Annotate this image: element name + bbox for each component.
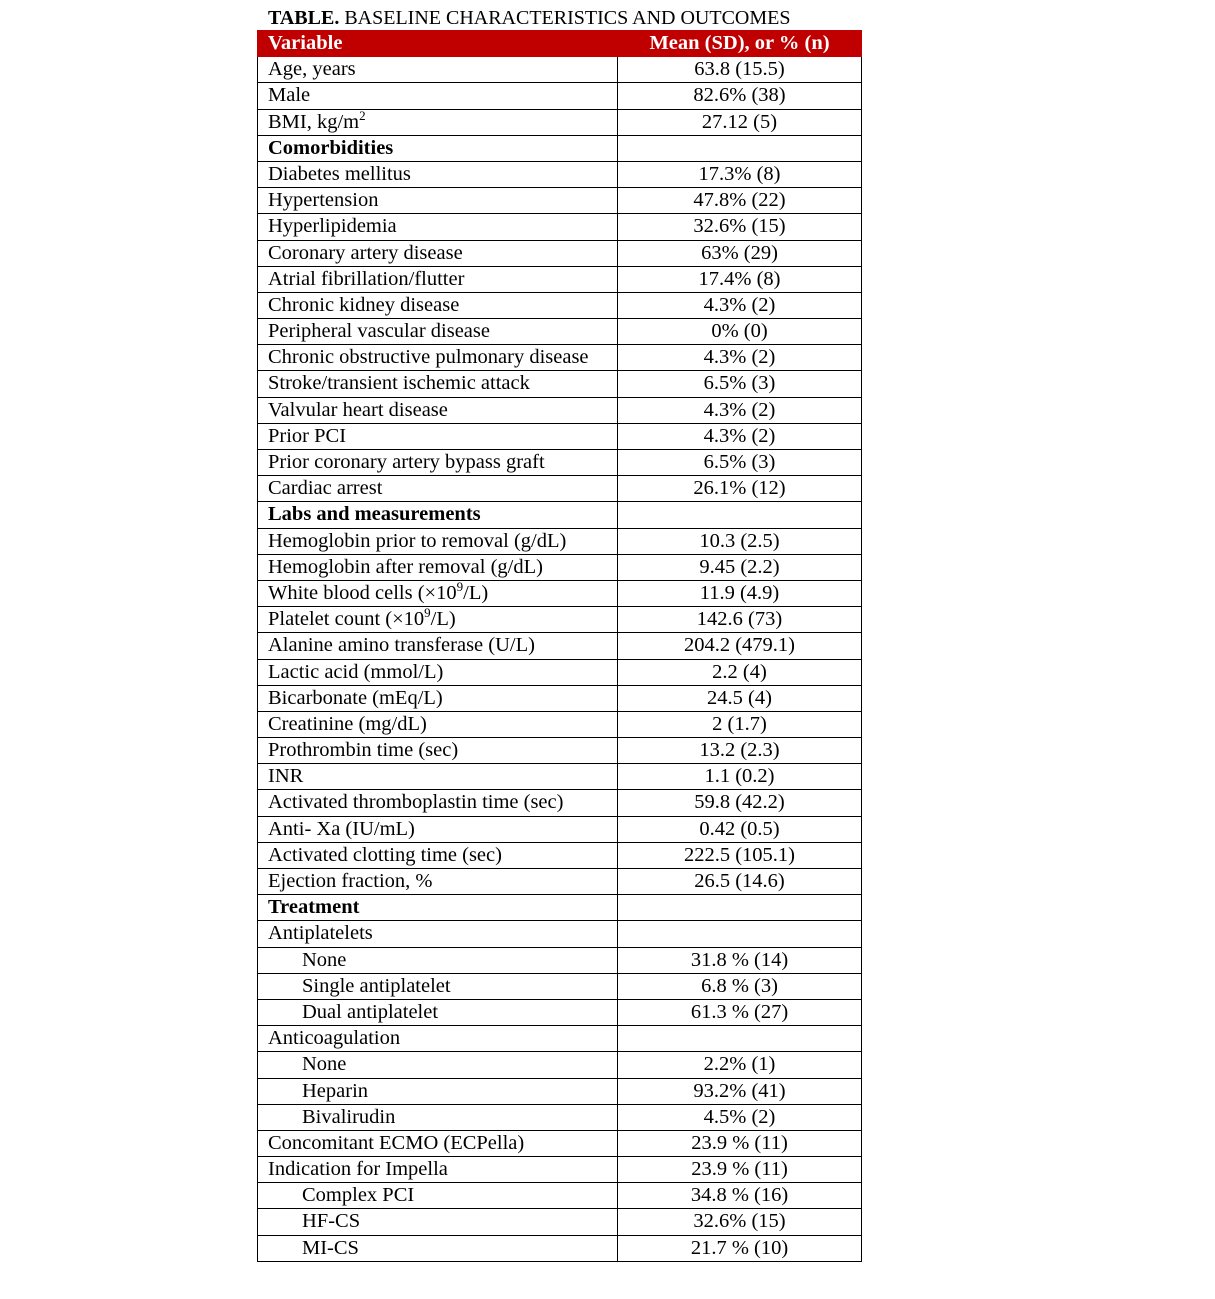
table-row [258,1104,862,1130]
variable-label: Complex PCI [302,1184,415,1207]
variable-label: HF-CS [302,1210,361,1233]
variable-cell [258,1183,618,1209]
variable-cell [258,947,618,973]
variable-label: Creatinine (mg/dL) [268,712,427,735]
variable-superscript: 9 [424,605,431,621]
variable-cell [258,973,618,999]
variable-label: Age, years [268,58,356,81]
variable-cell [258,1209,618,1235]
value-cell: 63% (29) [618,240,862,266]
variable-superscript: 9 [456,579,464,595]
variable-cell [258,869,618,895]
value-cell: 17.3% (8) [618,161,862,187]
table-row [258,292,862,318]
table-row [258,240,862,266]
value-cell: 82.6% (38) [618,83,862,109]
table-row [258,1183,862,1209]
variable-cell [258,266,618,292]
variable-label: Activated clotting time (sec) [268,843,502,866]
value-cell: 63.8 (15.5) [618,57,862,83]
table-row [258,973,862,999]
variable-cell [258,319,618,345]
variable-label: None [302,1053,347,1076]
section-row [258,895,862,921]
value-cell: 13.2 (2.3) [618,738,862,764]
baseline-characteristics-table [257,30,862,1262]
table-row [258,1235,862,1261]
table-row [258,266,862,292]
table-row [258,633,862,659]
value-cell: 0% (0) [618,319,862,345]
value-cell: 32.6% (15) [618,1209,862,1235]
variable-label: Hemoglobin prior to removal (g/dL) [268,529,567,552]
table-row [258,397,862,423]
value-cell: 4.3% (2) [618,345,862,371]
variable-cell [258,764,618,790]
variable-cell [258,1078,618,1104]
variable-cell [258,895,618,921]
variable-cell [258,476,618,502]
value-cell [618,135,862,161]
variable-label: Coronary artery disease [268,241,463,264]
value-cell: 27.12 (5) [618,109,862,135]
table-row [258,345,862,371]
value-cell: 24.5 (4) [618,685,862,711]
variable-label: Peripheral vascular disease [268,320,490,343]
value-cell: 47.8% (22) [618,188,862,214]
variable-cell [258,1104,618,1130]
table-row [258,161,862,187]
table-row [258,764,862,790]
header-variable: Variable [258,31,618,57]
value-cell: 31.8 % (14) [618,947,862,973]
value-cell [618,895,862,921]
variable-cell [258,633,618,659]
variable-label: Bicarbonate (mEq/L) [268,686,443,709]
table-row [258,842,862,868]
variable-label: Concomitant ECMO (ECPella) [268,1131,525,1154]
table-row [258,816,862,842]
variable-label: Valvular heart disease [268,398,448,421]
variable-cell [258,790,618,816]
table-row [258,711,862,737]
variable-cell [258,1052,618,1078]
variable-label: Anticoagulation [268,1027,401,1050]
variable-cell [258,842,618,868]
variable-cell [258,659,618,685]
variable-cell [258,999,618,1025]
table-caption [268,6,790,30]
table-row [258,1130,862,1156]
variable-cell [258,292,618,318]
variable-label: Male [268,84,311,107]
table-row [258,528,862,554]
variable-label: Chronic kidney disease [268,293,460,316]
value-cell: 2.2 (4) [618,659,862,685]
variable-label: Cardiac arrest [268,477,383,500]
value-cell: 2.2% (1) [618,1052,862,1078]
variable-label: Bivalirudin [302,1105,396,1128]
variable-label: Prothrombin time (sec) [268,739,459,762]
table-row [258,57,862,83]
value-cell [618,921,862,947]
value-cell: 34.8 % (16) [618,1183,862,1209]
variable-cell [258,502,618,528]
variable-label: Alanine amino transferase (U/L) [268,634,535,657]
variable-label: INR [268,765,304,788]
value-cell: 26.1% (12) [618,476,862,502]
value-cell: 10.3 (2.5) [618,528,862,554]
variable-cell [258,580,618,606]
variable-label: Lactic acid (mmol/L) [268,660,444,683]
variable-cell [258,109,618,135]
value-cell: 6.5% (3) [618,371,862,397]
variable-label: Platelet count (×10 [268,608,425,631]
value-cell: 9.45 (2.2) [618,554,862,580]
value-cell [618,1026,862,1052]
variable-cell [258,607,618,633]
variable-label: Chronic obstructive pulmonary disease [268,346,589,369]
table-row [258,580,862,606]
table-row [258,371,862,397]
table-caption-text: BASELINE CHARACTERISTICS AND OUTCOMES [339,7,791,29]
variable-label: Activated thromboplastin time (sec) [268,791,564,814]
variable-cell [258,554,618,580]
variable-cell [258,423,618,449]
variable-cell [258,83,618,109]
variable-cell [258,1130,618,1156]
variable-cell [258,528,618,554]
variable-label: Comorbidities [268,136,394,159]
table-row [258,999,862,1025]
table-row [258,947,862,973]
table-row [258,554,862,580]
variable-label: Labs and measurements [268,503,481,526]
variable-label: Hypertension [268,189,379,212]
value-cell: 4.5% (2) [618,1104,862,1130]
table-row [258,1157,862,1183]
value-cell: 142.6 (73) [618,607,862,633]
variable-cell [258,135,618,161]
variable-superscript: 2 [359,107,366,123]
variable-cell [258,1235,618,1261]
variable-cell [258,214,618,240]
variable-cell [258,371,618,397]
table-caption-label: TABLE. [268,7,340,29]
variable-label: Indication for Impella [268,1158,448,1181]
variable-label: Dual antiplatelet [302,1000,439,1023]
variable-label: Single antiplatelet [302,974,451,997]
table-row [258,1209,862,1235]
table-row [258,869,862,895]
variable-cell [258,450,618,476]
variable-cell [258,57,618,83]
table-row [258,83,862,109]
value-cell: 0.42 (0.5) [618,816,862,842]
table-row [258,607,862,633]
variable-label: Hyperlipidemia [268,215,397,238]
variable-cell [258,685,618,711]
variable-label: MI-CS [302,1236,359,1259]
value-cell: 23.9 % (11) [618,1157,862,1183]
table-row [258,738,862,764]
variable-cell [258,345,618,371]
variable-label: White blood cells (×10 [268,581,457,604]
value-cell: 6.5% (3) [618,450,862,476]
variable-label: Atrial fibrillation/flutter [268,267,465,290]
table-row [258,790,862,816]
table-row [258,1052,862,1078]
value-cell: 59.8 (42.2) [618,790,862,816]
variable-label: Anti- Xa (IU/mL) [268,817,415,840]
value-cell: 6.8 % (3) [618,973,862,999]
header-value: Mean (SD), or % (n) [618,31,862,57]
table-row [258,319,862,345]
table-row [258,921,862,947]
variable-cell [258,1026,618,1052]
table-row [258,685,862,711]
variable-label-suffix: /L) [430,608,456,631]
table-row [258,450,862,476]
table-row [258,423,862,449]
table-row [258,476,862,502]
table-row [258,188,862,214]
variable-cell [258,188,618,214]
table-row [258,109,862,135]
variable-cell [258,240,618,266]
value-cell: 32.6% (15) [618,214,862,240]
variable-label: Prior coronary artery bypass graft [268,451,545,473]
variable-label: BMI, kg/m [268,110,360,133]
table-row [258,1026,862,1052]
value-cell: 4.3% (2) [618,292,862,318]
variable-cell [258,816,618,842]
variable-cell [258,1157,618,1183]
value-cell: 4.3% (2) [618,397,862,423]
value-cell: 4.3% (2) [618,423,862,449]
table-body [258,57,862,1262]
value-cell: 23.9 % (11) [618,1130,862,1156]
variable-cell [258,738,618,764]
value-cell: 93.2% (41) [618,1078,862,1104]
table-row [258,214,862,240]
variable-cell [258,161,618,187]
section-row [258,135,862,161]
value-cell: 204.2 (479.1) [618,633,862,659]
table-row [258,1078,862,1104]
value-cell: 26.5 (14.6) [618,869,862,895]
variable-label: Treatment [268,896,360,919]
variable-label: Antiplatelets [268,922,373,945]
variable-label: Diabetes mellitus [268,162,411,185]
value-cell [618,502,862,528]
value-cell: 61.3 % (27) [618,999,862,1025]
value-cell: 17.4% (8) [618,266,862,292]
table-header-row [258,31,862,57]
table-row [258,659,862,685]
value-cell: 11.9 (4.9) [618,580,862,606]
value-cell: 1.1 (0.2) [618,764,862,790]
variable-cell [258,711,618,737]
variable-label: Hemoglobin after removal (g/dL) [268,555,543,578]
variable-label: None [302,948,347,971]
variable-label: Heparin [302,1079,369,1102]
value-cell: 21.7 % (10) [618,1235,862,1261]
variable-label: Ejection fraction, % [268,870,433,892]
value-cell: 2 (1.7) [618,711,862,737]
section-row [258,502,862,528]
variable-label: Stroke/transient ischemic attack [268,372,530,395]
variable-cell [258,921,618,947]
variable-cell [258,397,618,423]
variable-label-suffix: /L) [463,581,489,604]
variable-label: Prior PCI [268,424,347,447]
value-cell: 222.5 (105.1) [618,842,862,868]
